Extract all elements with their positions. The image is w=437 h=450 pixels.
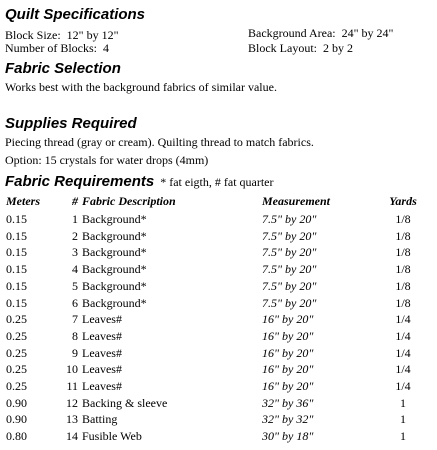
cell-description: Background* [82, 295, 147, 310]
background-area-value: 24" by 24" [341, 26, 394, 40]
cell-yards: 1 [400, 429, 406, 444]
cell-yards: 1 [400, 412, 406, 427]
cell-measurement: 16" by 20" [262, 345, 314, 360]
table-row [0, 261, 437, 277]
num-blocks-line [5, 41, 109, 55]
table-row [0, 295, 437, 311]
background-area-line [248, 26, 393, 40]
column-header-meters: Meters [6, 194, 40, 208]
cell-measurement: 32" by 32" [262, 412, 314, 427]
cell-measurement: 32" by 36" [262, 395, 314, 410]
block-size-line [5, 28, 118, 42]
cell-yards: 1/4 [395, 379, 411, 393]
cell-measurement: 30" by 18" [262, 429, 314, 444]
background-area-label: Background Area: [248, 26, 336, 40]
cell-yards: 1/8 [395, 295, 411, 310]
cell-number: 2 [72, 228, 78, 243]
cell-yards: 1/8 [395, 278, 411, 293]
cell-meters: 0.25 [6, 362, 27, 377]
fabric-selection-text: Works best with the background fabrics of similar value. [5, 80, 277, 94]
column-header-description: Fabric Description [82, 194, 176, 208]
cell-description: Leaves# [82, 379, 122, 393]
cell-description: Leaves# [82, 362, 122, 377]
cell-description: Leaves# [82, 312, 122, 327]
table-row [0, 228, 437, 244]
cell-yards: 1/8 [395, 228, 411, 243]
cell-measurement: 16" by 20" [262, 379, 314, 393]
cell-number: 1 [72, 212, 78, 226]
cell-number: 10 [66, 362, 78, 377]
cell-description: Background* [82, 278, 147, 293]
cell-yards: 1/4 [395, 345, 411, 360]
quilt-specifications-heading: Quilt Specifications [5, 6, 146, 23]
cell-meters: 0.25 [6, 345, 27, 360]
cell-meters: 0.80 [6, 429, 27, 444]
fabric-requirements-heading: Fabric Requirements [5, 173, 155, 190]
cell-yards: 1/4 [395, 328, 411, 343]
cell-measurement: 16" by 20" [262, 362, 314, 377]
cell-meters: 0.15 [6, 228, 27, 243]
cell-number: 3 [72, 245, 78, 260]
fabric-requirements-header [5, 173, 274, 191]
cell-yards: 1/8 [395, 212, 411, 226]
block-size-value: 12" by 12" [66, 28, 119, 42]
cell-meters: 0.90 [6, 412, 27, 427]
table-row [0, 278, 437, 294]
cell-meters: 0.25 [6, 328, 27, 343]
cell-number: 11 [66, 379, 78, 393]
block-layout-label: Block Layout: [248, 41, 317, 55]
cell-measurement: 7.5" by 20" [262, 262, 317, 277]
cell-measurement: 16" by 20" [262, 328, 314, 343]
cell-number: 9 [72, 345, 78, 360]
cell-description: Batting [82, 412, 118, 427]
cell-yards: 1/8 [395, 245, 411, 260]
column-header-number: # [72, 194, 78, 208]
table-row [0, 395, 437, 411]
num-blocks-value: 4 [103, 41, 109, 55]
cell-measurement: 16" by 20" [262, 312, 314, 327]
cell-measurement: 7.5" by 20" [262, 278, 317, 293]
cell-description: Background* [82, 262, 147, 277]
cell-measurement: 7.5" by 20" [262, 295, 317, 310]
cell-meters: 0.15 [6, 262, 27, 277]
fabric-requirements-note: * fat eigth, # fat quarter [160, 175, 274, 189]
cell-measurement: 7.5" by 20" [262, 228, 317, 243]
supplies-line-2: Option: 15 crystals for water drops (4mm) [5, 153, 209, 167]
cell-description: Background* [82, 245, 147, 260]
cell-yards: 1/4 [395, 312, 411, 327]
column-header-measurement: Measurement [262, 194, 331, 208]
cell-measurement: 7.5" by 20" [262, 245, 317, 260]
cell-number: 8 [72, 328, 78, 343]
cell-description: Fusible Web [82, 429, 142, 444]
cell-number: 5 [72, 278, 78, 293]
table-row [0, 311, 437, 327]
cell-number: 13 [66, 412, 78, 427]
table-header-row [0, 193, 437, 209]
cell-meters: 0.15 [6, 212, 27, 226]
cell-number: 6 [72, 295, 78, 310]
cell-description: Backing & sleeve [82, 395, 168, 410]
table-row [0, 328, 437, 344]
supplies-required-heading: Supplies Required [5, 115, 137, 132]
cell-measurement: 7.5" by 20" [262, 212, 317, 226]
block-layout-line [248, 41, 353, 55]
cell-meters: 0.15 [6, 295, 27, 310]
table-row [0, 411, 437, 427]
cell-meters: 0.15 [6, 278, 27, 293]
cell-description: Background* [82, 212, 147, 226]
table-row [0, 361, 437, 377]
cell-meters: 0.25 [6, 312, 27, 327]
table-row [0, 345, 437, 361]
supplies-line-1: Piecing thread (gray or cream). Quilting thread to match fabrics. [5, 135, 314, 149]
table-row [0, 378, 437, 394]
cell-description: Leaves# [82, 345, 122, 360]
block-size-label: Block Size: [5, 28, 61, 42]
cell-meters: 0.25 [6, 379, 27, 393]
fabric-selection-heading: Fabric Selection [5, 60, 121, 77]
table-row [0, 428, 437, 444]
cell-number: 7 [72, 312, 78, 327]
column-header-yards: Yards [389, 194, 417, 208]
cell-yards: 1 [400, 395, 406, 410]
cell-meters: 0.15 [6, 245, 27, 260]
cell-number: 14 [66, 429, 78, 444]
table-row [0, 211, 437, 227]
cell-yards: 1/8 [395, 262, 411, 277]
table-row [0, 244, 437, 260]
cell-description: Leaves# [82, 328, 122, 343]
cell-description: Background* [82, 228, 147, 243]
cell-number: 12 [66, 395, 78, 410]
cell-meters: 0.90 [6, 395, 27, 410]
cell-number: 4 [72, 262, 78, 277]
block-layout-value: 2 by 2 [323, 41, 353, 55]
num-blocks-label: Number of Blocks: [5, 41, 97, 55]
cell-yards: 1/4 [395, 362, 411, 377]
